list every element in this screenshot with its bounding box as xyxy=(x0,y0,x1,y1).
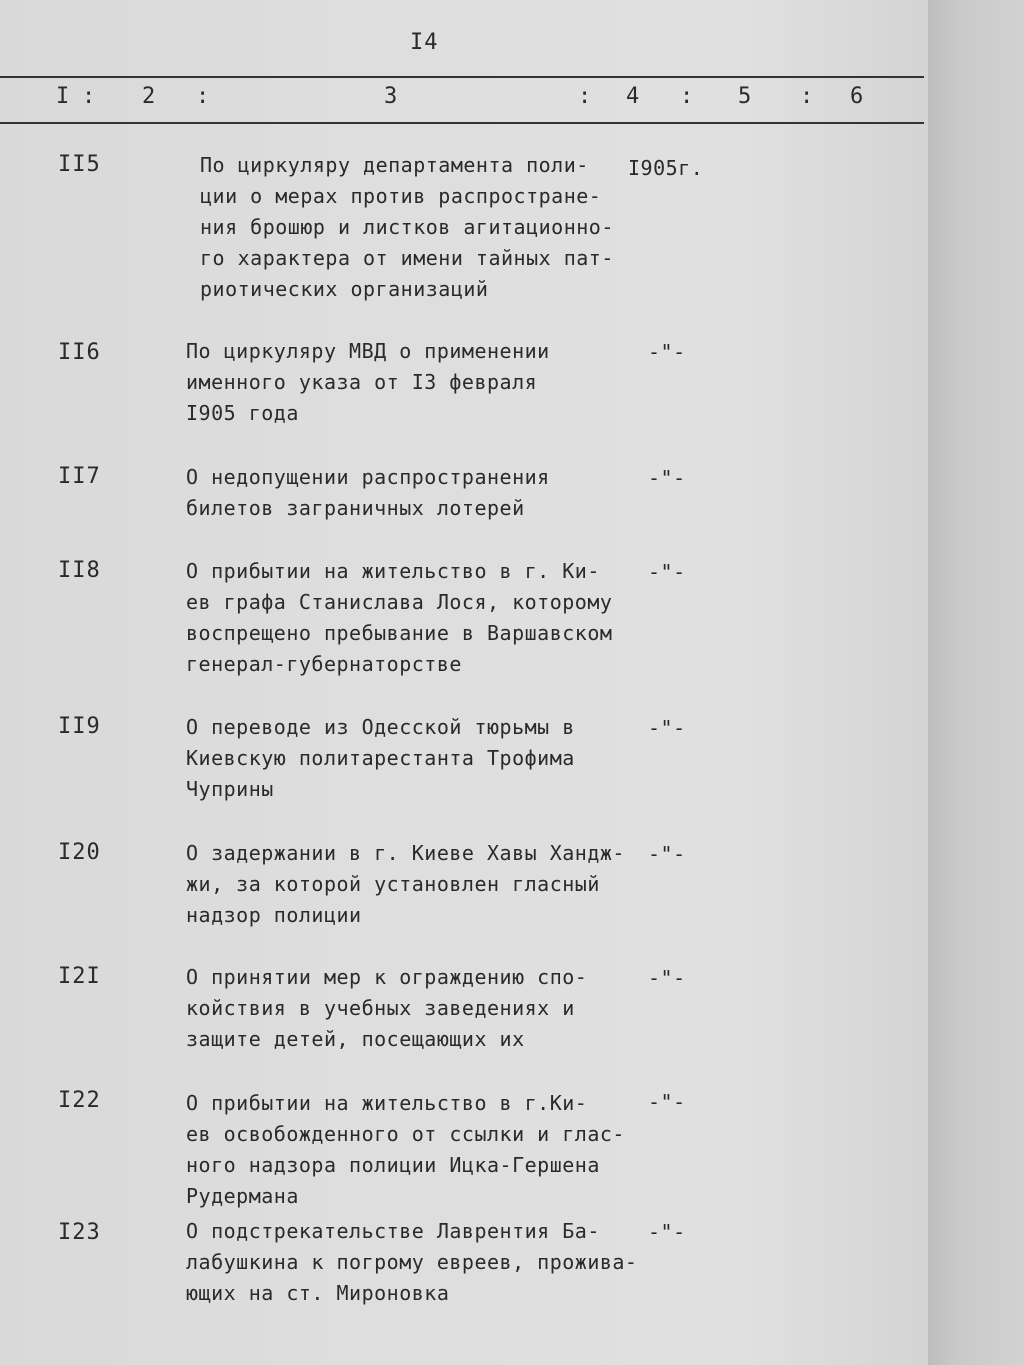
entry-line: О прибытии на жительство в г.Ки- xyxy=(186,1091,588,1115)
entry-line: О прибытии на жительство в г. Ки- xyxy=(186,559,600,583)
header-bottom-rule xyxy=(0,122,924,124)
entry-description xyxy=(186,962,656,1055)
entry-line: именного указа от I3 февраля xyxy=(186,370,538,394)
entry-line: О недопущении распространения xyxy=(186,465,550,489)
entry-line: койствия в учебных заведениях и xyxy=(186,996,575,1020)
column-header-5: 5 xyxy=(738,84,752,109)
column-separator: : xyxy=(82,84,96,109)
entry-year: I905г. xyxy=(628,156,704,180)
entry-line: лабушкина к погрому евреев, прожива- xyxy=(186,1250,638,1274)
entry-line: билетов заграничных лотерей xyxy=(186,496,525,520)
column-separator: : xyxy=(800,84,814,109)
page-edge-shadow xyxy=(928,0,1024,1365)
entry-line: Киевскую политарестанта Трофима xyxy=(186,746,575,770)
entry-year: -"- xyxy=(648,466,686,490)
column-separator: : xyxy=(578,84,592,109)
entry-description xyxy=(186,336,656,429)
entry-line: О принятии мер к ограждению спо- xyxy=(186,965,588,989)
entry-line: О подстрекательстве Лаврентия Ба- xyxy=(186,1219,600,1243)
entry-line: О задержании в г. Киеве Хавы Хандж- xyxy=(186,841,625,865)
entry-year: -"- xyxy=(648,716,686,740)
entry-number: I23 xyxy=(58,1220,101,1245)
column-header-4: 4 xyxy=(626,84,640,109)
entry-year: -"- xyxy=(648,340,686,364)
entry-description xyxy=(186,838,656,931)
entry-description xyxy=(186,1216,656,1309)
entry-line: надзор полиции xyxy=(186,903,362,927)
entry-line: По циркуляру МВД о применении xyxy=(186,339,550,363)
entry-description xyxy=(200,150,670,305)
entry-number: I2I xyxy=(58,964,101,989)
entry-line: защите детей, посещающих их xyxy=(186,1027,525,1051)
entry-year: -"- xyxy=(648,1090,686,1114)
entry-number: I22 xyxy=(58,1088,101,1113)
entry-line: риотических организаций xyxy=(200,277,489,301)
entry-description xyxy=(186,462,656,524)
entry-line: воспрещено пребывание в Варшавском xyxy=(186,621,613,645)
entry-number: II6 xyxy=(58,340,101,365)
entry-year: -"- xyxy=(648,966,686,990)
entry-number: I20 xyxy=(58,840,101,865)
entry-line: По циркуляру департамента поли- xyxy=(200,153,589,177)
entry-line: I905 года xyxy=(186,401,299,425)
entry-year: -"- xyxy=(648,1220,686,1244)
entry-line: ев графа Станислава Лося, которому xyxy=(186,590,613,614)
column-separator: : xyxy=(196,84,210,109)
column-header-3: 3 xyxy=(384,84,398,109)
entry-description xyxy=(186,1088,656,1212)
column-header-2: 2 xyxy=(142,84,156,109)
entry-line: го характера от имени тайных пат- xyxy=(200,246,614,270)
entry-line: О переводе из Одесской тюрьмы в xyxy=(186,715,575,739)
entry-description xyxy=(186,556,656,680)
entry-number: II7 xyxy=(58,464,101,489)
entry-number: II8 xyxy=(58,558,101,583)
entry-line: ев освобожденного от ссылки и глас- xyxy=(186,1122,625,1146)
column-separator: : xyxy=(680,84,694,109)
column-header-1: I xyxy=(56,84,70,109)
entry-line: ния брошюр и листков агитационно- xyxy=(200,215,614,239)
entry-line: ного надзора полиции Ицка-Гершена xyxy=(186,1153,600,1177)
entry-line: ции о мерах против распростране- xyxy=(200,184,602,208)
header-top-rule xyxy=(0,76,924,78)
page-number: I4 xyxy=(410,30,439,55)
entry-line: ющих на ст. Мироновка xyxy=(186,1281,450,1305)
column-header-6: 6 xyxy=(850,84,864,109)
entry-number: II9 xyxy=(58,714,101,739)
entry-year: -"- xyxy=(648,842,686,866)
entry-year: -"- xyxy=(648,560,686,584)
entry-line: жи, за которой установлен гласный xyxy=(186,872,600,896)
entry-number: II5 xyxy=(58,152,101,177)
entry-line: генерал-губернаторстве xyxy=(186,652,462,676)
entry-line: Чуприны xyxy=(186,777,274,801)
entry-description xyxy=(186,712,656,805)
entry-line: Рудермана xyxy=(186,1184,299,1208)
